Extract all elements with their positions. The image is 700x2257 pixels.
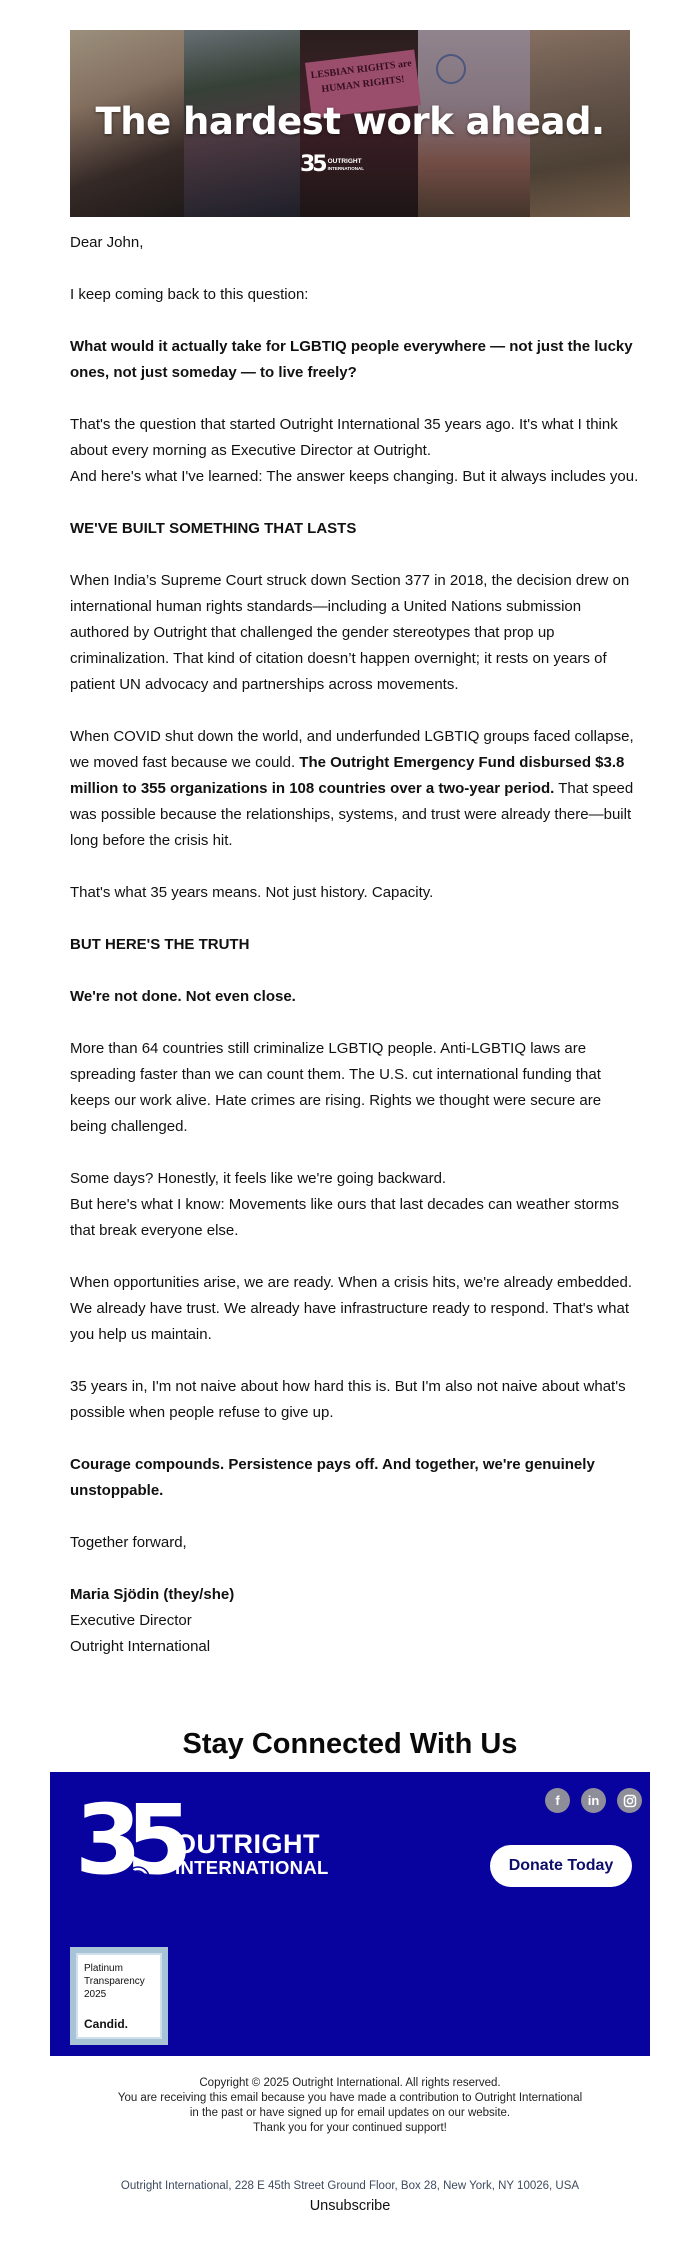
social-links [545, 1788, 642, 1813]
mailing-address: Outright International, 228 E 45th Street Ground Floor, Box 28, New York, NY 10026, USA [120, 2180, 580, 2192]
intro-paragraph: I keep coming back to this question: [70, 286, 309, 303]
greeting: Dear John, [70, 234, 144, 251]
footer-brand-block [50, 1772, 650, 2056]
signature-block [70, 1582, 640, 1660]
facebook-icon[interactable]: f [545, 1788, 570, 1813]
hero-logo: 35 OUTRIGHT INTERNATIONAL [300, 152, 365, 177]
closing: Together forward, [70, 1534, 187, 1551]
hero-title: The hardest work ahead. [95, 100, 605, 143]
letter-body [70, 230, 640, 1660]
donate-today-button[interactable]: Donate Today [490, 1845, 632, 1887]
copyright: Copyright © 2025 Outright International. All rights reserved. [199, 2077, 501, 2089]
hero-protest-sign: LESBIAN RIGHTS are HUMAN RIGHTS! [305, 50, 421, 119]
signer-org: Outright International [70, 1638, 211, 1655]
threats-paragraph: More than 64 countries still criminalize LGBTIQ people. Anti-LGBTIQ laws are spreading faster than we can count them. The U.S. cut international funding that keeps our work alive. Hate crimes are rising. Rights we thought were secure are being challenged. [70, 1040, 602, 1135]
candid-logo: Candid. [84, 2017, 128, 2031]
thank-you: Thank you for your continued support! [253, 2122, 447, 2134]
ready-paragraph: When opportunities arise, we are ready. When a crisis hits, we're already embedded. We already have trust. We already have infrastructure ready to respond. That's what you help us maintain. [70, 1274, 633, 1343]
signer-title: Executive Director [70, 1612, 192, 1629]
logo-35-number: 35 [75, 1784, 177, 1896]
india-paragraph: When India’s Supreme Court struck down Section 377 in 2018, the decision drew on international human rights standards—including a United Nations submission authored by Outright that challenged the gender stereotypes that prop up criminalization. That kind of citation doesn’t happen overnight; it rests on years of patient UN advocacy and partnerships across movements. [70, 572, 630, 693]
backward-paragraph: Some days? Honestly, it feels like we're going backward. [70, 1170, 447, 1187]
signer-name: Maria Sjödin (they/she) [70, 1586, 235, 1603]
legal-notice: Copyright © 2025 Outright International. All rights reserved. You are receiving this email because you have made a contribution to Outright International in the past or have signed up for email updates on our website. Thank you for your continued support! [0, 2076, 700, 2136]
learned-paragraph: And here's what I've learned: The answer keeps changing. But it always includes you. [70, 468, 639, 485]
unsubscribe-link[interactable]: Unsubscribe [309, 2198, 391, 2214]
naive-paragraph: 35 years in, I'm not naive about how hard this is. But I'm also not naive about what's possible when people refuse to give up. [70, 1378, 626, 1421]
movements-paragraph: But here's what I know: Movements like ours that last decades can weather storms that break everyone else. [70, 1196, 619, 1239]
instagram-icon[interactable] [617, 1788, 642, 1813]
candid-transparency-badge[interactable]: Platinum Transparency 2025 Candid. [70, 1947, 168, 2045]
outright-35-logo[interactable]: 35 OUTRIGHT INTERNATIONAL [75, 1794, 335, 1904]
capacity-paragraph: That's what 35 years means. Not just history. Capacity. [70, 884, 434, 901]
hero-banner [70, 30, 630, 217]
section-heading-truth: BUT HERE'S THE TRUTH [70, 936, 250, 953]
section-heading-built: WE'VE BUILT SOMETHING THAT LASTS [70, 520, 357, 537]
stay-connected-heading: Stay Connected With Us [182, 1728, 518, 1760]
key-question: What would it actually take for LGBTIQ people everywhere — not just the lucky ones, not just someday — to live freely? [70, 338, 633, 381]
emergency-fund-highlight: The Outright Emergency Fund disbursed $3.8 million to 355 organizations in 108 countries over a two-year period. [70, 754, 625, 797]
linkedin-icon[interactable]: in [581, 1788, 606, 1813]
hero-logo-number: 35 [300, 152, 325, 177]
not-done-statement: We're not done. Not even close. [70, 988, 296, 1005]
courage-statement: Courage compounds. Persistence pays off. And together, we're genuinely unstoppable. [70, 1456, 595, 1499]
signal-arcs-icon [123, 1860, 153, 1880]
covid-paragraph: When COVID shut down the world, and underfunded LGBTIQ groups faced collapse, we moved fast because we could. The Outright Emergency Fund disbursed $3.8 million to 355 organizations in 108 countries over a two-year period. That speed was possible because the relationships, systems, and trust were already there—built long before the crisis hit. [70, 728, 634, 849]
origin-paragraph: That's the question that started Outright International 35 years ago. It's what I think about every morning as Executive Director at Outright. [70, 416, 618, 459]
